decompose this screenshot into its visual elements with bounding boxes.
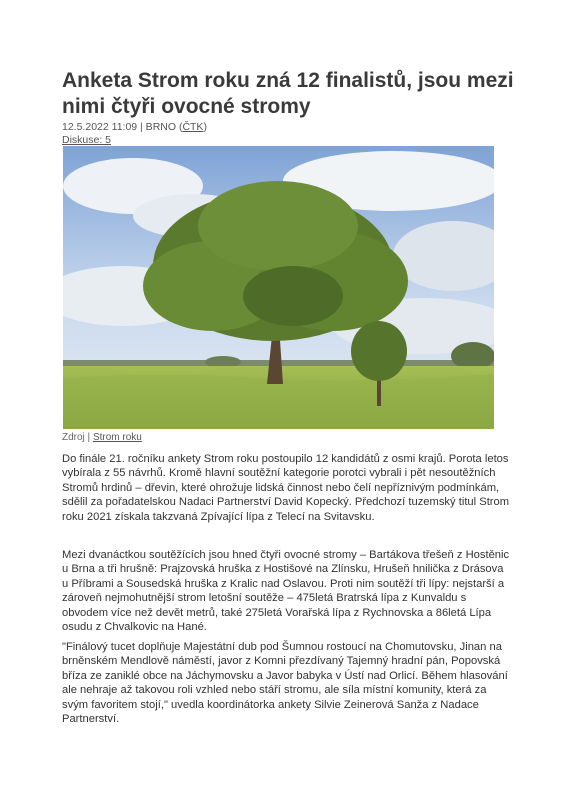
image-source-link[interactable]: Strom roku [92, 432, 142, 443]
article-photo [63, 146, 494, 429]
article-paragraph-1: Do finále 21. ročníku ankety Strom roku postoupilo 12 kandidátů z osmi krajů. Porota letos vybírala z 55 návrhů. Kromě hlavní soutěžní kategorie porotci vybrali i pět nesoutěžních Stromů hrdinů – dřevin, které ohrožuje lidská činnost nebo čelí nepříznivým podmínkám, sdělil za pořadatelskou Nadaci Partnerství David Kopecký. Předchozí tuzemský titul Strom roku 2021 získala takzvaná Zpívající lípa z Telecí na Svitavsku. [62, 453, 510, 523]
image-source [62, 432, 142, 443]
image-source-prefix: Zdroj | [62, 432, 93, 443]
discussion-info [62, 134, 111, 146]
tree-in-meadow-image [63, 146, 494, 429]
article-date-location: 12.5.2022 11:09 | BRNO ( [62, 121, 183, 133]
discussion-link[interactable]: Diskuse: 5 [62, 134, 112, 146]
meta-close: ) [203, 121, 207, 133]
article-paragraph-2: Mezi dvanáctkou soutěžících jsou hned čtyři ovocné stromy – Bartákova třešeň z Hostěnic u Brna a tři hrušně: Prajzovská hruška z Hostišové na Zlínsku, Hrušeň hnilička z Drásova u Příbrami a Sousedská hruška z Kralic nad Oslavou. Proti nim soutěží tři lípy: nejstarší a zároveň nejmohutnější strom letošní soutěže – 475letá Bratrská lípa z Kunvaldu s obvodem více než devět metrů, také 275letá Vorařská lípa z Rychnovska a 86letá Lípa osudu z Chvalkovic na Hané. [62, 549, 510, 634]
article-paragraph-3: "Finálový tucet doplňuje Majestátní dub pod Šumnou rostoucí na Chomutovsku, Jinan na brněnském Mendlově náměstí, javor z Komni přezdívaný Tajemný hradní pán, Popovská bříza ze zaniklé obce na Jáchymovsku a Javor babyka v Ústí nad Orlicí. Během hlasování ale nehraje až takovou roli vzhled nebo stáří stromu, ale síla místní komunity, která za svým favoritem stojí," uvedla koordinátorka ankety Silvie Zeinerová Sanža z Nadace Partnerství. [62, 641, 508, 726]
article-title: Anketa Strom roku zná 12 finalistů, jsou mezi nimi čtyři ovocné stromy [62, 69, 514, 118]
agency-link[interactable]: ČTK [182, 121, 204, 133]
article-meta [62, 121, 207, 133]
